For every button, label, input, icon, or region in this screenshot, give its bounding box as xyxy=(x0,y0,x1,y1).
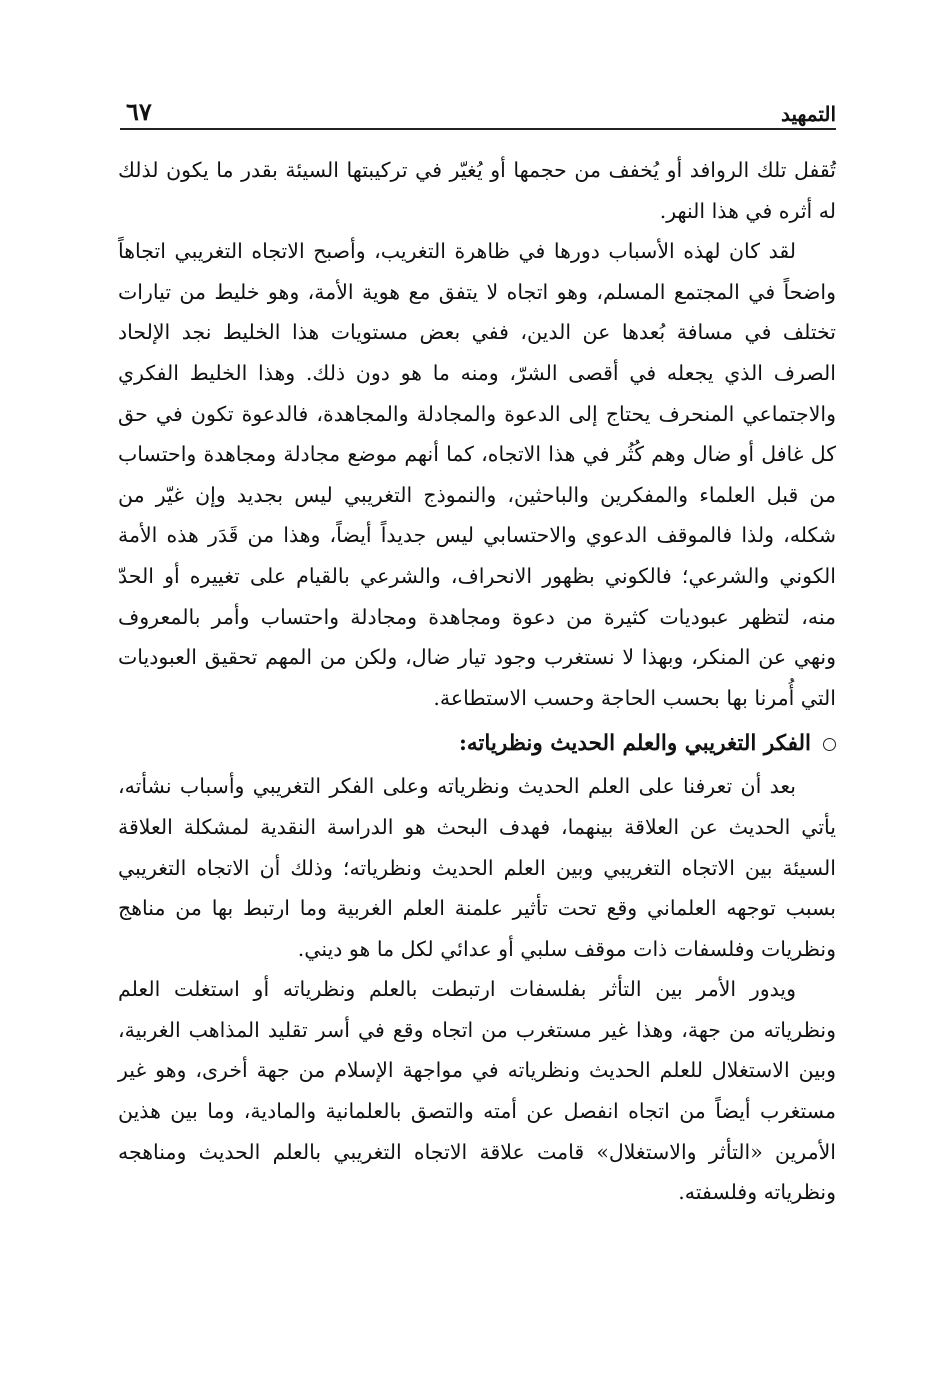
paragraph: بعد أن تعرفنا على العلم الحديث ونظرياته وعلى الفكر التغريبي وأسباب نشأته، يأتي الحديث عن العلاقة بينهما، فهدف البحث هو الدراسة النقدية لمشكلة العلاقة السيئة بين الاتجاه التغريبي وبين العلم الحديث ونظرياته؛ وذلك أن الاتجاه التغريبي بسبب توجهه العلماني وقع تحت تأثير علمنة العلم الغربية وما ارتبط بها من مناهج ونظريات وفلسفات ذات موقف سلبي أو عدائي لكل ما هو ديني. xyxy=(118,774,836,961)
section-heading-text: الفكر التغريبي والعلم الحديث ونظرياته: xyxy=(458,731,811,757)
page-header xyxy=(120,90,836,130)
page-body xyxy=(118,150,836,1213)
paragraph-continuation: تُقفل تلك الروافد أو يُخفف من حجمها أو يُغيّر في تركيبتها السيئة بقدر ما يكون لذلك له أثره في هذا النهر. xyxy=(118,158,836,223)
running-title: التمهيد xyxy=(781,102,836,126)
paragraph: ويدور الأمر بين التأثر بفلسفات ارتبطت بالعلم ونظرياته أو استغلت العلم ونظرياته من جهة، وهذا غير مستغرب من اتجاه وقع في أسر تقليد المذاهب الغربية، وبين الاستغلال للعلم الحديث ونظرياته في مواجهة الإسلام من جهة أخرى، وهو غير مستغرب أيضاً من اتجاه انفصل عن أمته والتصق بالعلمانية والمادية، وما بين هذين الأمرين «التأثر والاستغلال» قامت علاقة الاتجاه التغريبي بالعلم الحديث ومناهجه ونظرياته وفلسفته. xyxy=(118,977,836,1205)
header-rule xyxy=(120,128,836,130)
paragraph: لقد كان لهذه الأسباب دورها في ظاهرة التغريب، وأصبح الاتجاه التغريبي اتجاهاً واضحاً في المجتمع المسلم، وهو اتجاه لا يتفق مع هوية الأمة، وهو خليط من تيارات تختلف في مسافة بُعدها عن الدين، ففي بعض مستويات هذا الخليط نجد الإلحاد الصرف الذي يجعله في أقصى الشرّ، ومنه ما هو دون ذلك. وهذا الخليط الفكري والاجتماعي المنحرف يحتاج إلى الدعوة والمجادلة والمجاهدة، فالدعوة تكون في حق كل غافل أو ضال وهم كُثُر في هذا الاتجاه، كما أنهم موضع مجادلة ومجاهدة واحتساب من قبل العلماء والمفكرين والباحثين، والنموذج التغريبي ليس بجديد وإن غيّر من شكله، ولذا فالموقف الدعوي والاحتسابي ليس جديداً أيضاً، وهذا من قَدَر هذه الأمة الكوني والشرعي؛ فالكوني بظهور الانحراف، والشرعي بالقيام على تغييره أو الحدّ منه، لتظهر عبوديات كثيرة من دعوة ومجاهدة ومجادلة واحتساب وأمر بالمعروف ونهي عن المنكر، وبهذا لا نستغرب وجود تيار ضال، ولكن من المهم تحقيق العبوديات التي أُمرنا بها بحسب الحاجة وحسب الاستطاعة. xyxy=(118,239,836,710)
section-heading xyxy=(118,722,836,766)
page-number: ٦٧ xyxy=(126,97,152,126)
hollow-circle-bullet-icon xyxy=(823,738,836,751)
